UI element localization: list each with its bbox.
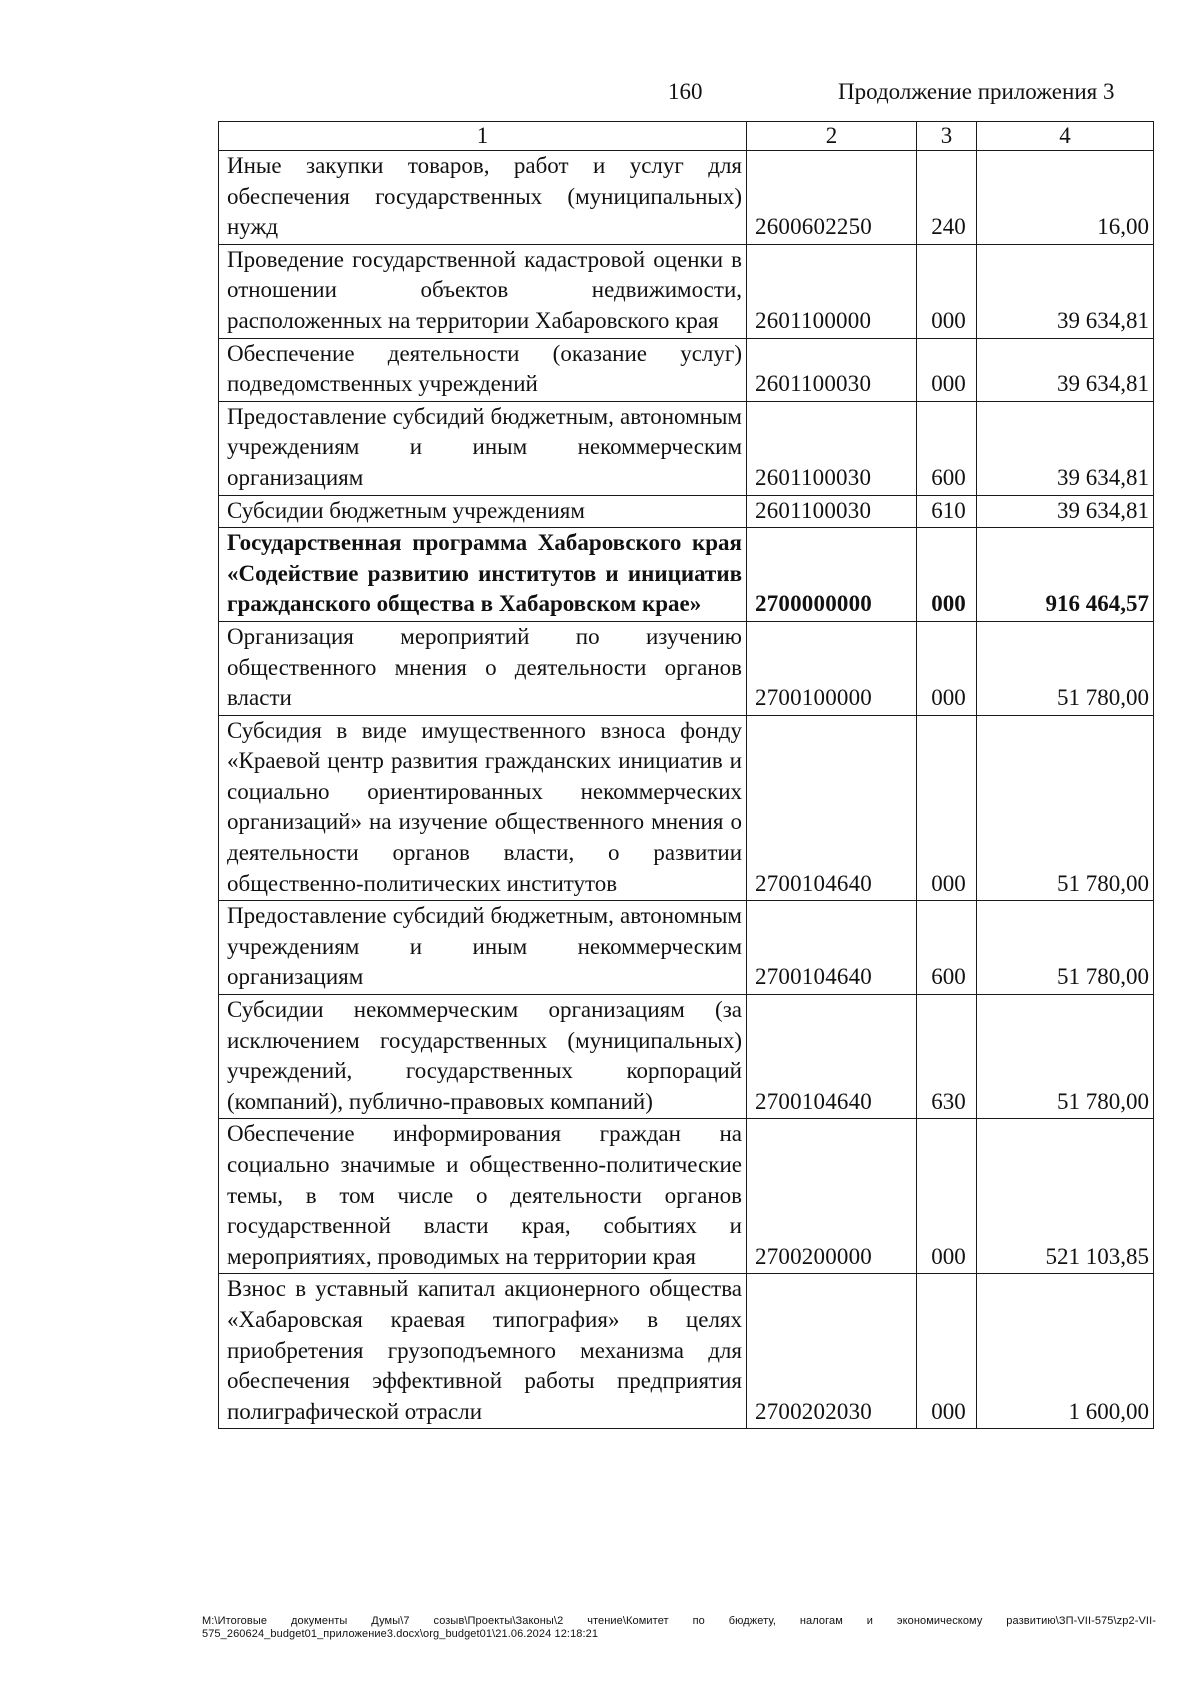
row-amount-cell: 1 600,00 (977, 1274, 1154, 1429)
row-name-cell: Обеспечение информирования граждан на социально значимые и общественно-политические темы, в том числе о деятельности органов государственной власти края, событиях и мероприятиях, проводимых на территории края (219, 1119, 747, 1274)
row-code-cell: 2601100030 (747, 401, 917, 495)
table-row (219, 244, 1154, 338)
row-name-cell: Государственная программа Хабаровского края «Содействие развитию институтов и инициатив гражданского общества в Хабаровском крае» (219, 528, 747, 622)
row-expense-type-cell: 000 (917, 1119, 977, 1274)
budget-table (218, 121, 1154, 1429)
row-code-cell: 2700104640 (747, 901, 917, 995)
row-amount-cell: 16,00 (977, 151, 1154, 245)
row-code-cell: 2601100000 (747, 244, 917, 338)
row-expense-type-cell: 000 (917, 338, 977, 401)
row-amount-cell: 521 103,85 (977, 1119, 1154, 1274)
row-code-cell: 2700200000 (747, 1119, 917, 1274)
row-code-cell: 2700100000 (747, 621, 917, 715)
row-name-cell: Проведение государственной кадастровой оценки в отношении объектов недвижимости, расположенных на территории Хабаровского края (219, 244, 747, 338)
row-expense-type-cell: 600 (917, 901, 977, 995)
row-expense-type-cell: 630 (917, 995, 977, 1119)
column-header: 4 (977, 122, 1154, 151)
row-expense-type-cell: 000 (917, 621, 977, 715)
row-code-cell: 2700104640 (747, 715, 917, 901)
row-name-cell: Субсидии бюджетным учреждениям (219, 495, 747, 528)
row-code-cell: 2700104640 (747, 995, 917, 1119)
row-name-cell: Обеспечение деятельности (оказание услуг) подведомственных учреждений (219, 338, 747, 401)
row-amount-cell: 51 780,00 (977, 995, 1154, 1119)
row-name-cell: Предоставление субсидий бюджетным, автономным учреждениям и иным некоммерческим организациям (219, 401, 747, 495)
document-path-footer: M:\Итоговые документы Думы\7 созыв\Проекты\Законы\2 чтение\Комитет по бюджету, налогам и экономическому развитию\ЗП-VII-575\zp2-VII-575_260624_budget01_приложение3.docx\org_budget01\21.06.2024 12:18:21 (202, 1615, 1156, 1640)
row-code-cell: 2601100030 (747, 495, 917, 528)
row-code-cell: 2700202030 (747, 1274, 917, 1429)
row-name-cell: Взнос в уставный капитал акционерного общества «Хабаровская краевая типография» в целях приобретения грузоподъемного механизма для обеспечения эффективной работы предприятия полиграфической отрасли (219, 1274, 747, 1429)
page-number: 160 (668, 79, 703, 104)
table-row (219, 401, 1154, 495)
row-expense-type-cell: 610 (917, 495, 977, 528)
table-row (219, 715, 1154, 901)
row-amount-cell: 39 634,81 (977, 401, 1154, 495)
row-amount-cell: 51 780,00 (977, 715, 1154, 901)
row-name-cell: Предоставление субсидий бюджетным, автономным учреждениям и иным некоммерческим организациям (219, 901, 747, 995)
row-code-cell: 2700000000 (747, 528, 917, 622)
column-header: 3 (917, 122, 977, 151)
table-row (219, 1274, 1154, 1429)
table-row (219, 338, 1154, 401)
table-row (219, 528, 1154, 622)
table-row (219, 1119, 1154, 1274)
column-header: 2 (747, 122, 917, 151)
budget-table-body (219, 122, 1154, 1429)
row-expense-type-cell: 000 (917, 715, 977, 901)
row-code-cell: 2601100030 (747, 338, 917, 401)
row-amount-cell: 51 780,00 (977, 621, 1154, 715)
row-amount-cell: 39 634,81 (977, 338, 1154, 401)
row-name-cell: Организация мероприятий по изучению общественного мнения о деятельности органов власти (219, 621, 747, 715)
row-amount-cell: 39 634,81 (977, 244, 1154, 338)
row-name-cell: Иные закупки товаров, работ и услуг для обеспечения государственных (муниципальных) нужд (219, 151, 747, 245)
row-expense-type-cell: 000 (917, 1274, 977, 1429)
row-amount-cell: 51 780,00 (977, 901, 1154, 995)
table-header-row (219, 122, 1154, 151)
row-name-cell: Субсидия в виде имущественного взноса фонду «Краевой центр развития гражданских инициатив и социально ориентированных некоммерческих организаций» на изучение общественного мнения о деятельности органов власти, о развитии общественно-политических институтов (219, 715, 747, 901)
row-expense-type-cell: 000 (917, 244, 977, 338)
table-row (219, 495, 1154, 528)
row-code-cell: 2600602250 (747, 151, 917, 245)
continuation-caption: Продолжение приложения 3 (838, 79, 1115, 104)
row-expense-type-cell: 000 (917, 528, 977, 622)
row-amount-cell: 916 464,57 (977, 528, 1154, 622)
table-row (219, 151, 1154, 245)
column-header: 1 (219, 122, 747, 151)
table-row (219, 995, 1154, 1119)
row-expense-type-cell: 240 (917, 151, 977, 245)
row-amount-cell: 39 634,81 (977, 495, 1154, 528)
row-name-cell: Субсидии некоммерческим организациям (за исключением государственных (муниципальных) учреждений, государственных корпораций (компаний), публично-правовых компаний) (219, 995, 747, 1119)
table-row (219, 901, 1154, 995)
table-row (219, 621, 1154, 715)
row-expense-type-cell: 600 (917, 401, 977, 495)
